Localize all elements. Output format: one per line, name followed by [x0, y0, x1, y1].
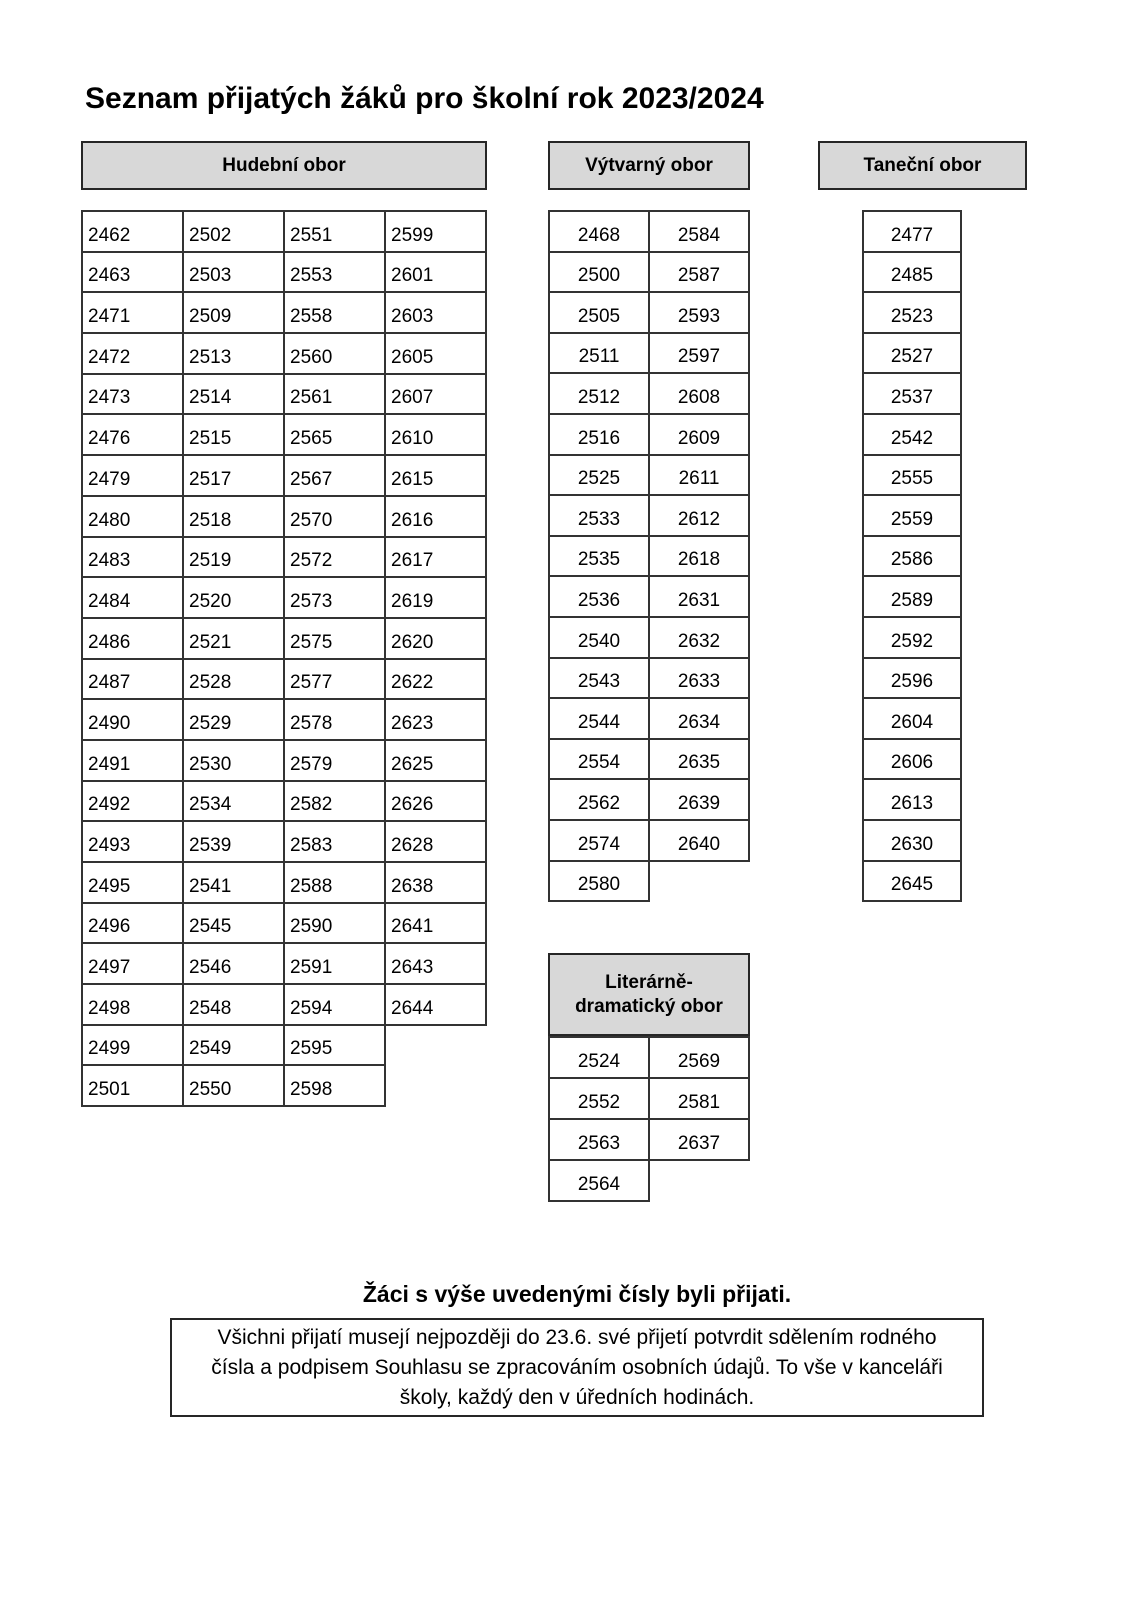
student-number-cell: 2513 [183, 333, 284, 374]
student-number-cell: 2580 [549, 861, 649, 902]
instructions-text: Všichni přijatí musejí nejpozději do 23.6. své přijetí potvrdit sdělením rodného čísla a podpisem Souhlasu se zpracováním osobních údajů. To vše v kanceláři školy, každý den v úředních hodinách. [211, 1325, 943, 1409]
table-row [863, 211, 961, 252]
student-number-cell: 2620 [385, 618, 486, 659]
table-row [863, 698, 961, 739]
table-row [549, 536, 749, 577]
student-number-cell: 2612 [649, 495, 749, 536]
student-number-cell: 2598 [284, 1065, 385, 1106]
student-number-cell: 2477 [863, 211, 961, 252]
acceptance-statement: Žáci s výše uvedenými čísly byli přijati. [362, 1281, 792, 1307]
student-number-cell: 2485 [863, 252, 961, 293]
empty-cell [385, 1025, 486, 1066]
student-number-cell: 2520 [183, 577, 284, 618]
table-row [549, 820, 749, 861]
student-number-cell: 2599 [385, 211, 486, 252]
student-number-cell: 2541 [183, 862, 284, 903]
empty-cell [649, 1160, 749, 1201]
table-row [863, 861, 961, 902]
student-number-cell: 2567 [284, 455, 385, 496]
student-number-cell: 2514 [183, 374, 284, 415]
student-number-cell: 2596 [863, 658, 961, 699]
student-number-cell: 2484 [82, 577, 183, 618]
student-number-cell: 2540 [549, 617, 649, 658]
student-number-cell: 2463 [82, 252, 183, 293]
student-number-cell: 2499 [82, 1025, 183, 1066]
student-number-cell: 2639 [649, 779, 749, 820]
student-number-cell: 2628 [385, 821, 486, 862]
table-row [549, 252, 749, 293]
student-number-cell: 2501 [82, 1065, 183, 1106]
student-number-cell: 2502 [183, 211, 284, 252]
table-row [82, 211, 486, 252]
student-number-cell: 2583 [284, 821, 385, 862]
student-number-cell: 2616 [385, 496, 486, 537]
table-row [863, 617, 961, 658]
table-row [549, 455, 749, 496]
table-row [82, 781, 486, 822]
table-row [549, 576, 749, 617]
student-number-cell: 2537 [863, 373, 961, 414]
student-number-cell: 2516 [549, 414, 649, 455]
student-number-cell: 2558 [284, 292, 385, 333]
table-row [82, 943, 486, 984]
student-number-cell: 2539 [183, 821, 284, 862]
table-row [82, 1025, 486, 1066]
accepted-numbers-table-hudebni [81, 210, 487, 1107]
student-number-cell: 2546 [183, 943, 284, 984]
student-number-cell: 2492 [82, 781, 183, 822]
student-number-cell: 2471 [82, 292, 183, 333]
table-row [82, 659, 486, 700]
student-number-cell: 2569 [649, 1037, 749, 1078]
accepted-numbers-table-vytvarny [548, 210, 750, 902]
table-row [549, 739, 749, 780]
student-number-cell: 2505 [549, 292, 649, 333]
student-number-cell: 2528 [183, 659, 284, 700]
table-row [82, 252, 486, 293]
student-number-cell: 2591 [284, 943, 385, 984]
student-number-cell: 2643 [385, 943, 486, 984]
table-row [549, 414, 749, 455]
student-number-cell: 2552 [549, 1078, 649, 1119]
student-number-cell: 2554 [549, 739, 649, 780]
student-number-cell: 2462 [82, 211, 183, 252]
student-number-cell: 2593 [649, 292, 749, 333]
table-row [549, 779, 749, 820]
student-number-cell: 2503 [183, 252, 284, 293]
student-number-cell: 2524 [549, 1037, 649, 1078]
student-number-cell: 2581 [649, 1078, 749, 1119]
student-number-cell: 2525 [549, 455, 649, 496]
student-number-cell: 2610 [385, 414, 486, 455]
table-row [549, 861, 749, 902]
student-number-cell: 2597 [649, 333, 749, 374]
student-number-cell: 2635 [649, 739, 749, 780]
student-number-cell: 2611 [649, 455, 749, 496]
table-row [863, 455, 961, 496]
table-row [863, 658, 961, 699]
student-number-cell: 2515 [183, 414, 284, 455]
table-row [863, 739, 961, 780]
student-number-cell: 2595 [284, 1025, 385, 1066]
table-row [863, 495, 961, 536]
student-number-cell: 2625 [385, 740, 486, 781]
student-number-cell: 2588 [284, 862, 385, 903]
instructions-box [170, 1318, 984, 1417]
student-number-cell: 2565 [284, 414, 385, 455]
table-row [82, 862, 486, 903]
student-number-cell: 2584 [649, 211, 749, 252]
student-number-cell: 2523 [863, 292, 961, 333]
student-number-cell: 2622 [385, 659, 486, 700]
student-number-cell: 2594 [284, 984, 385, 1025]
table-row [863, 414, 961, 455]
table-row [549, 698, 749, 739]
student-number-cell: 2579 [284, 740, 385, 781]
student-number-cell: 2638 [385, 862, 486, 903]
student-number-cell: 2472 [82, 333, 183, 374]
student-number-cell: 2536 [549, 576, 649, 617]
student-number-cell: 2577 [284, 659, 385, 700]
table-row [549, 211, 749, 252]
student-number-cell: 2496 [82, 903, 183, 944]
student-number-cell: 2519 [183, 537, 284, 578]
student-number-cell: 2592 [863, 617, 961, 658]
student-number-cell: 2468 [549, 211, 649, 252]
student-number-cell: 2640 [649, 820, 749, 861]
student-number-cell: 2619 [385, 577, 486, 618]
student-number-cell: 2608 [649, 373, 749, 414]
student-number-cell: 2605 [385, 333, 486, 374]
student-number-cell: 2572 [284, 537, 385, 578]
student-number-cell: 2641 [385, 903, 486, 944]
student-number-cell: 2632 [649, 617, 749, 658]
student-number-cell: 2570 [284, 496, 385, 537]
student-number-cell: 2637 [649, 1119, 749, 1160]
table-row [82, 699, 486, 740]
table-row [549, 1160, 749, 1201]
student-number-cell: 2575 [284, 618, 385, 659]
student-number-cell: 2607 [385, 374, 486, 415]
table-row [82, 984, 486, 1025]
student-number-cell: 2589 [863, 576, 961, 617]
table-row [82, 740, 486, 781]
accepted-numbers-table-tanecni [862, 210, 962, 902]
student-number-cell: 2512 [549, 373, 649, 414]
student-number-cell: 2603 [385, 292, 486, 333]
student-number-cell: 2633 [649, 658, 749, 699]
section-header-hudebni-obor: Hudební obor [81, 141, 487, 190]
student-number-cell: 2609 [649, 414, 749, 455]
student-number-cell: 2542 [863, 414, 961, 455]
student-number-cell: 2544 [549, 698, 649, 739]
table-row [863, 779, 961, 820]
student-number-cell: 2645 [863, 861, 961, 902]
section-header-tanecni-obor: Taneční obor [818, 141, 1027, 190]
table-row [863, 252, 961, 293]
empty-cell [649, 861, 749, 902]
table-row [549, 658, 749, 699]
student-number-cell: 2551 [284, 211, 385, 252]
table-row [863, 292, 961, 333]
student-number-cell: 2626 [385, 781, 486, 822]
student-number-cell: 2613 [863, 779, 961, 820]
table-row [863, 333, 961, 374]
table-row [82, 292, 486, 333]
table-row [82, 374, 486, 415]
student-number-cell: 2563 [549, 1119, 649, 1160]
table-row [549, 495, 749, 536]
student-number-cell: 2630 [863, 820, 961, 861]
student-number-cell: 2574 [549, 820, 649, 861]
student-number-cell: 2527 [863, 333, 961, 374]
table-row [82, 1065, 486, 1106]
table-row [82, 333, 486, 374]
student-number-cell: 2483 [82, 537, 183, 578]
student-number-cell: 2549 [183, 1025, 284, 1066]
table-row [549, 373, 749, 414]
student-number-cell: 2495 [82, 862, 183, 903]
student-number-cell: 2559 [863, 495, 961, 536]
table-row [82, 537, 486, 578]
student-number-cell: 2545 [183, 903, 284, 944]
student-number-cell: 2486 [82, 618, 183, 659]
student-number-cell: 2534 [183, 781, 284, 822]
table-row [549, 617, 749, 658]
student-number-cell: 2529 [183, 699, 284, 740]
student-number-cell: 2476 [82, 414, 183, 455]
table-row [82, 577, 486, 618]
table-row [863, 536, 961, 577]
student-number-cell: 2521 [183, 618, 284, 659]
student-number-cell: 2480 [82, 496, 183, 537]
student-number-cell: 2517 [183, 455, 284, 496]
student-number-cell: 2473 [82, 374, 183, 415]
student-number-cell: 2498 [82, 984, 183, 1025]
student-number-cell: 2555 [863, 455, 961, 496]
student-number-cell: 2615 [385, 455, 486, 496]
student-number-cell: 2582 [284, 781, 385, 822]
table-row [863, 820, 961, 861]
table-row [82, 618, 486, 659]
table-row [549, 292, 749, 333]
student-number-cell: 2604 [863, 698, 961, 739]
student-number-cell: 2623 [385, 699, 486, 740]
student-number-cell: 2573 [284, 577, 385, 618]
table-row [82, 414, 486, 455]
section-header-vytvarny-obor: Výtvarný obor [548, 141, 750, 190]
table-row [82, 821, 486, 862]
student-number-cell: 2511 [549, 333, 649, 374]
student-number-cell: 2644 [385, 984, 486, 1025]
student-number-cell: 2493 [82, 821, 183, 862]
student-number-cell: 2509 [183, 292, 284, 333]
student-number-cell: 2500 [549, 252, 649, 293]
table-row [549, 1037, 749, 1078]
student-number-cell: 2490 [82, 699, 183, 740]
student-number-cell: 2550 [183, 1065, 284, 1106]
table-row [82, 455, 486, 496]
student-number-cell: 2553 [284, 252, 385, 293]
student-number-cell: 2587 [649, 252, 749, 293]
student-number-cell: 2590 [284, 903, 385, 944]
student-number-cell: 2618 [649, 536, 749, 577]
student-number-cell: 2530 [183, 740, 284, 781]
table-row [863, 576, 961, 617]
student-number-cell: 2562 [549, 779, 649, 820]
student-number-cell: 2491 [82, 740, 183, 781]
student-number-cell: 2487 [82, 659, 183, 700]
student-number-cell: 2586 [863, 536, 961, 577]
table-row [82, 496, 486, 537]
student-number-cell: 2533 [549, 495, 649, 536]
student-number-cell: 2634 [649, 698, 749, 739]
section-header-literarne-dramaticky-obor: Literárně-dramatický obor [548, 953, 750, 1036]
table-row [863, 373, 961, 414]
table-row [549, 333, 749, 374]
accepted-numbers-table-literarne-dramaticky [548, 1036, 750, 1202]
student-number-cell: 2543 [549, 658, 649, 699]
student-number-cell: 2631 [649, 576, 749, 617]
student-number-cell: 2617 [385, 537, 486, 578]
student-number-cell: 2518 [183, 496, 284, 537]
student-number-cell: 2479 [82, 455, 183, 496]
student-number-cell: 2564 [549, 1160, 649, 1201]
student-number-cell: 2497 [82, 943, 183, 984]
student-number-cell: 2578 [284, 699, 385, 740]
table-row [82, 903, 486, 944]
student-number-cell: 2548 [183, 984, 284, 1025]
student-number-cell: 2560 [284, 333, 385, 374]
table-row [549, 1078, 749, 1119]
table-row [549, 1119, 749, 1160]
student-number-cell: 2535 [549, 536, 649, 577]
student-number-cell: 2561 [284, 374, 385, 415]
student-number-cell: 2601 [385, 252, 486, 293]
student-number-cell: 2606 [863, 739, 961, 780]
empty-cell [385, 1065, 486, 1106]
page-title: Seznam přijatých žáků pro školní rok 2023/2024 [85, 82, 764, 115]
